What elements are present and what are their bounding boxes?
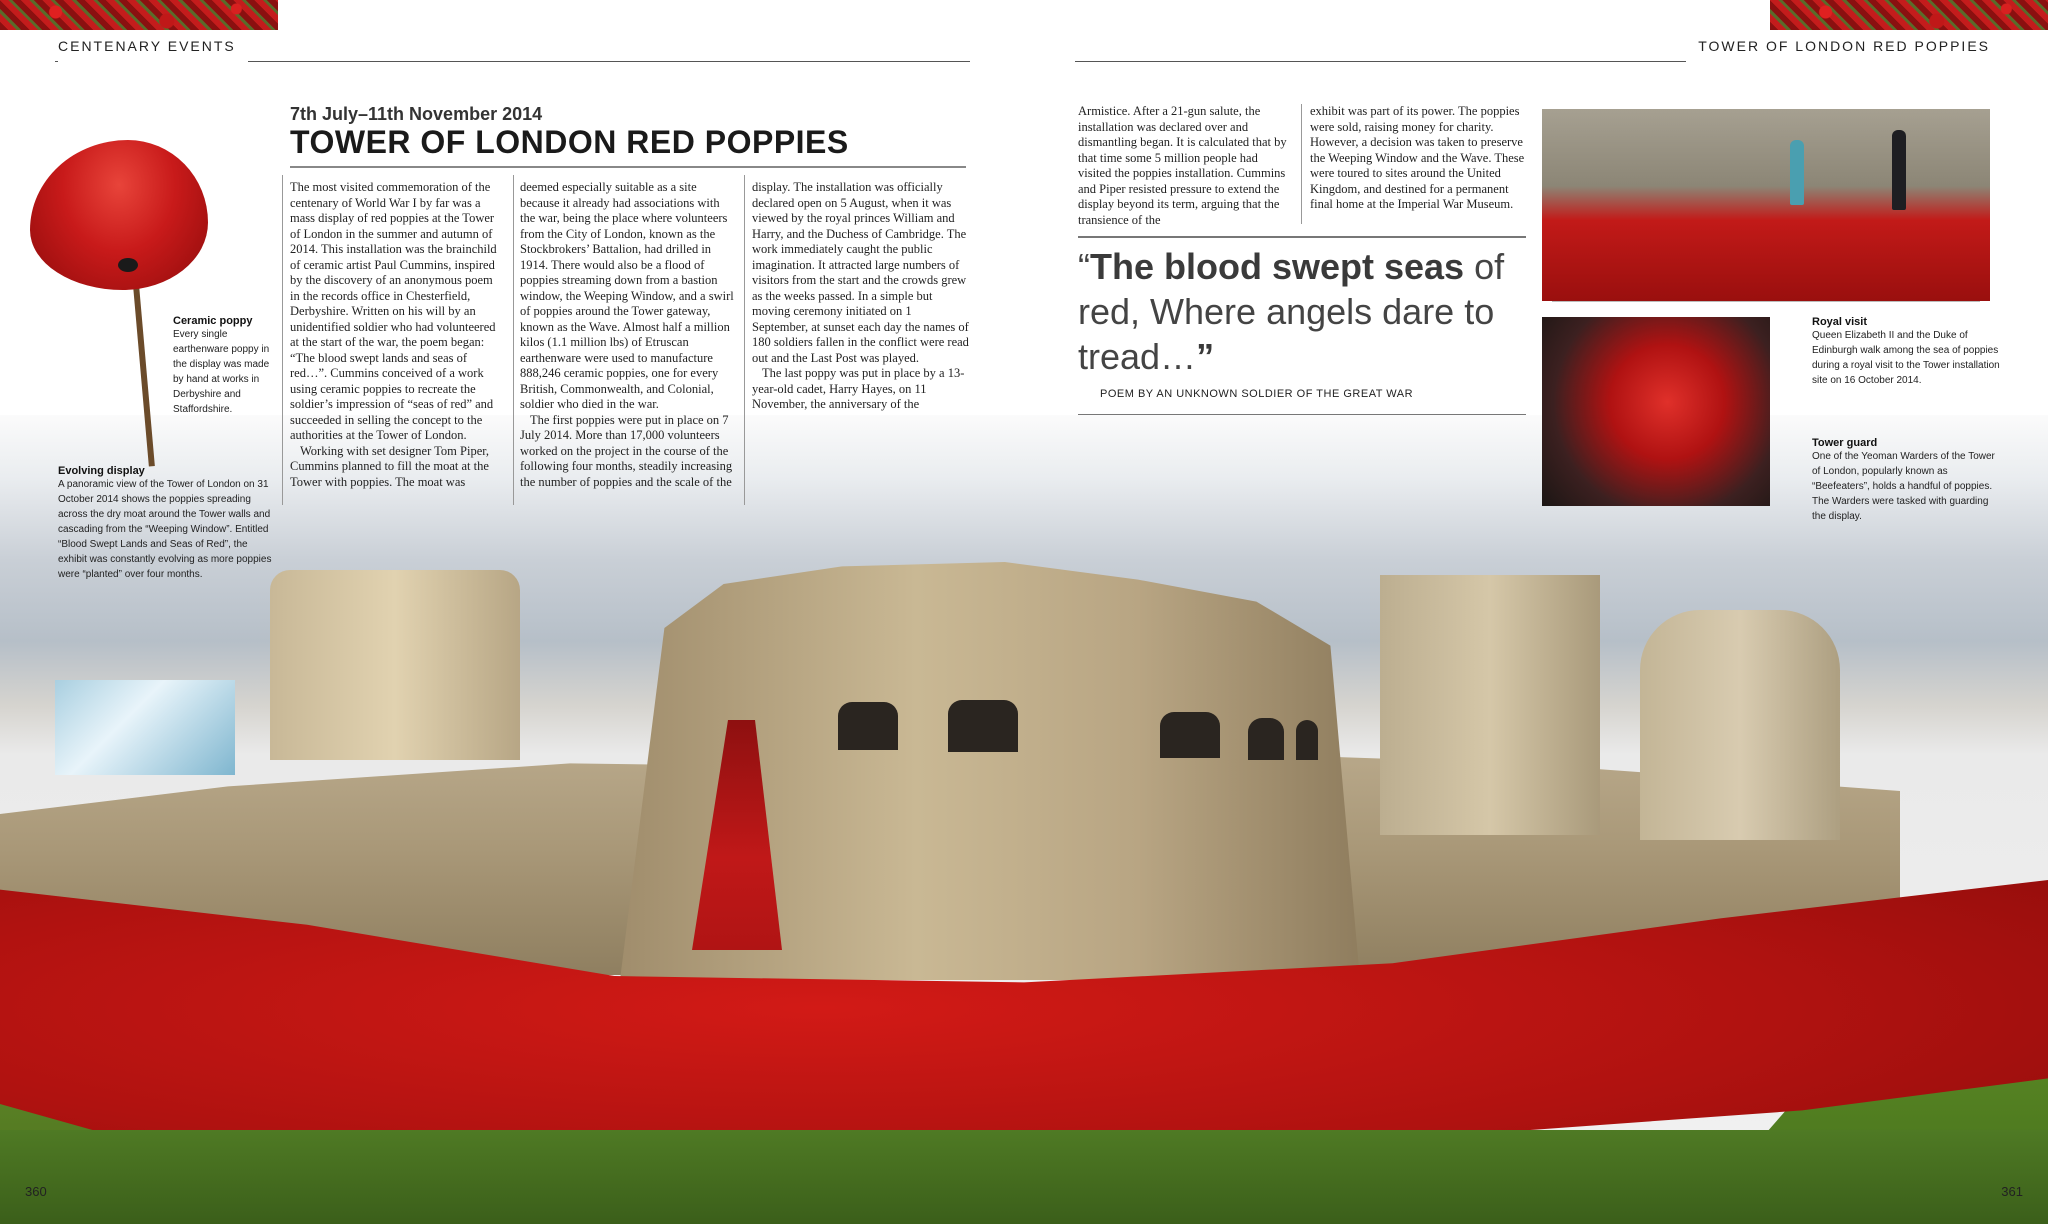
column-rule: [282, 175, 283, 505]
bastion-window: [1296, 720, 1318, 760]
bastion-window: [948, 700, 1018, 752]
caption-heading: Tower guard: [1812, 437, 1878, 449]
glass-building: [55, 680, 235, 775]
paragraph: Armistice. After a 21-gun salute, the installation was declared over and dismantling began. It is calculated that by that time some 5 million people had visited the poppies installation. Cummins and Piper resisted pressure to extend the display beyond its term, arguing that the transience of the: [1078, 104, 1287, 227]
caption-text: Queen Elizabeth II and the Duke of Edinburgh walk among the sea of poppies during a royal visit to the Tower installation site on 16 October 2014.: [1812, 330, 2000, 386]
title-rule: [290, 166, 966, 168]
paragraph: Working with set designer Tom Piper, Cummins planned to fill the moat at the Tower with poppies. The moat was: [290, 443, 490, 489]
castle-far-tower: [1640, 610, 1840, 840]
caption-text: Every single earthenware poppy in the display was made by hand at works in Derbyshire and Staffordshire.: [173, 329, 270, 415]
duke-figure: [1892, 130, 1906, 210]
quote-open-mark: “: [1078, 246, 1090, 287]
bastion-window: [838, 702, 898, 750]
running-head-left: CENTENARY EVENTS: [58, 30, 248, 62]
paragraph: exhibit was part of its power. The poppies were sold, raising money for charity. However, a decision was taken to preserve the Weeping Window and the Wave. These were toured to sites around the United Kingdom, and destined for a permanent final home at the Imperial War Museum.: [1310, 104, 1525, 211]
article-date: 7th July–11th November 2014: [290, 104, 543, 124]
article-title: TOWER OF LONDON RED POPPIES: [290, 124, 849, 160]
caption-heading: Royal visit: [1812, 316, 1868, 328]
body-column-4: [1078, 104, 1293, 228]
paragraph: The last poppy was put in place by a 13-year-old cadet, Harry Hayes, on 11 November, the anniversary of the: [752, 366, 965, 411]
pull-quote: [1078, 244, 1518, 379]
quote-rule-bottom: [1078, 414, 1526, 415]
caption-text: One of the Yeoman Warders of the Tower of London, popularly known as “Beefeaters”, holds a handful of poppies. The Warders were tasked with guarding the display.: [1812, 451, 1995, 522]
paragraph: deemed especially suitable as a site because it already had associations with the war, being the place where volunteers from the City of London, known as the Stockbrokers’ Battalion, had drilled in 1914. There would also be a flood of poppies streaming down from a bastion window, the Weeping Window, and a swirl of poppies around the Tower gateway, known as the Wave. Almost half a million kilos (1.1 million lbs) of Etruscan earthenware were used to manufacture 888,246 ceramic poppies, one for every British, Commonwealth, and Colonial, soldier who died in the war.: [520, 180, 734, 411]
quote-close-mark: ”: [1196, 336, 1215, 377]
body-column-2: [520, 180, 735, 490]
body-column-3: [752, 180, 970, 413]
caption-text: A panoramic view of the Tower of London on 31 October 2014 shows the poppies spreading across the dry moat around the Tower walls and cascading from the “Weeping Window”. Entitled “Blood Swept Lands and Seas of Red”, the exhibit was constantly evolving as more poppies were “planted” over four months.: [58, 479, 272, 580]
column-rule: [513, 175, 514, 505]
quote-attribution: POEM BY AN UNKNOWN SOLDIER OF THE GREAT WAR: [1100, 388, 1414, 400]
queen-figure: [1790, 140, 1804, 205]
paragraph: The most visited commemoration of the centenary of World War I by far was a mass display of red poppies at the Tower of London in the summer and autumn of 2014. This installation was the brainchild of ceramic artist Paul Cummins, inspired by the discovery of an anonymous poem in the records office in Chesterfield, Derbyshire. Written on his will by an unidentified soldier who had volunteered at the start of the war, the poem began: “The blood swept lands and seas of red…”. Cummins conceived of a work using ceramic poppies to recreate the soldier’s impression of “seas of red” and succeeded in selling the concept to the authorities at the Tower of London.: [290, 180, 497, 442]
bastion-window: [1160, 712, 1220, 758]
quote-text: of red, Where angels dare to tread…: [1078, 246, 1505, 377]
moat-grass-bottom: [0, 1130, 2048, 1224]
castle-right-tower: [1380, 575, 1600, 835]
caption-tower-guard: [1812, 437, 2002, 524]
caption-ceramic-poppy: [173, 315, 278, 417]
quote-bold-text: The blood swept seas: [1090, 246, 1465, 287]
photo-divider: [1552, 301, 1980, 302]
caption-heading: Ceramic poppy: [173, 315, 253, 327]
poppy-centre: [118, 258, 138, 272]
page-number-right: 361: [2001, 1184, 2023, 1199]
caption-evolving-display: [58, 465, 273, 582]
running-head-right: TOWER OF LONDON RED POPPIES: [1686, 30, 1990, 62]
column-rule: [1301, 104, 1302, 224]
bastion-window: [1248, 718, 1284, 760]
column-rule: [744, 175, 745, 505]
caption-heading: Evolving display: [58, 465, 145, 477]
paragraph: display. The installation was officially declared open on 5 August, when it was viewed by the royal princes William and Harry, and the Duchess of Cambridge. The work immediately caught the public imagination. It attracted large numbers of visitors from the start and the crowds grew as the weeks passed. In a simple but moving ceremony initiated on 1 September, at sunset each day the names of 180 soldiers fallen in the conflict were read out and the Last Post was played.: [752, 180, 969, 365]
caption-royal-visit: [1812, 316, 2002, 388]
castle-left-tower: [270, 570, 520, 760]
body-column-5: [1310, 104, 1530, 213]
royal-visit-photo: [1542, 109, 1990, 301]
body-column-1: [290, 180, 500, 490]
paragraph: The first poppies were put in place on 7 July 2014. More than 17,000 volunteers worked on the project in the course of the following four months, steadily increasing the number of poppies and the scale of the: [520, 412, 733, 489]
quote-rule-top: [1078, 236, 1526, 238]
tower-guard-photo: [1542, 317, 1770, 506]
header-poppy-strip-left: [0, 0, 278, 30]
page-number-left: 360: [25, 1184, 47, 1199]
header-poppy-strip-right: [1770, 0, 2048, 30]
